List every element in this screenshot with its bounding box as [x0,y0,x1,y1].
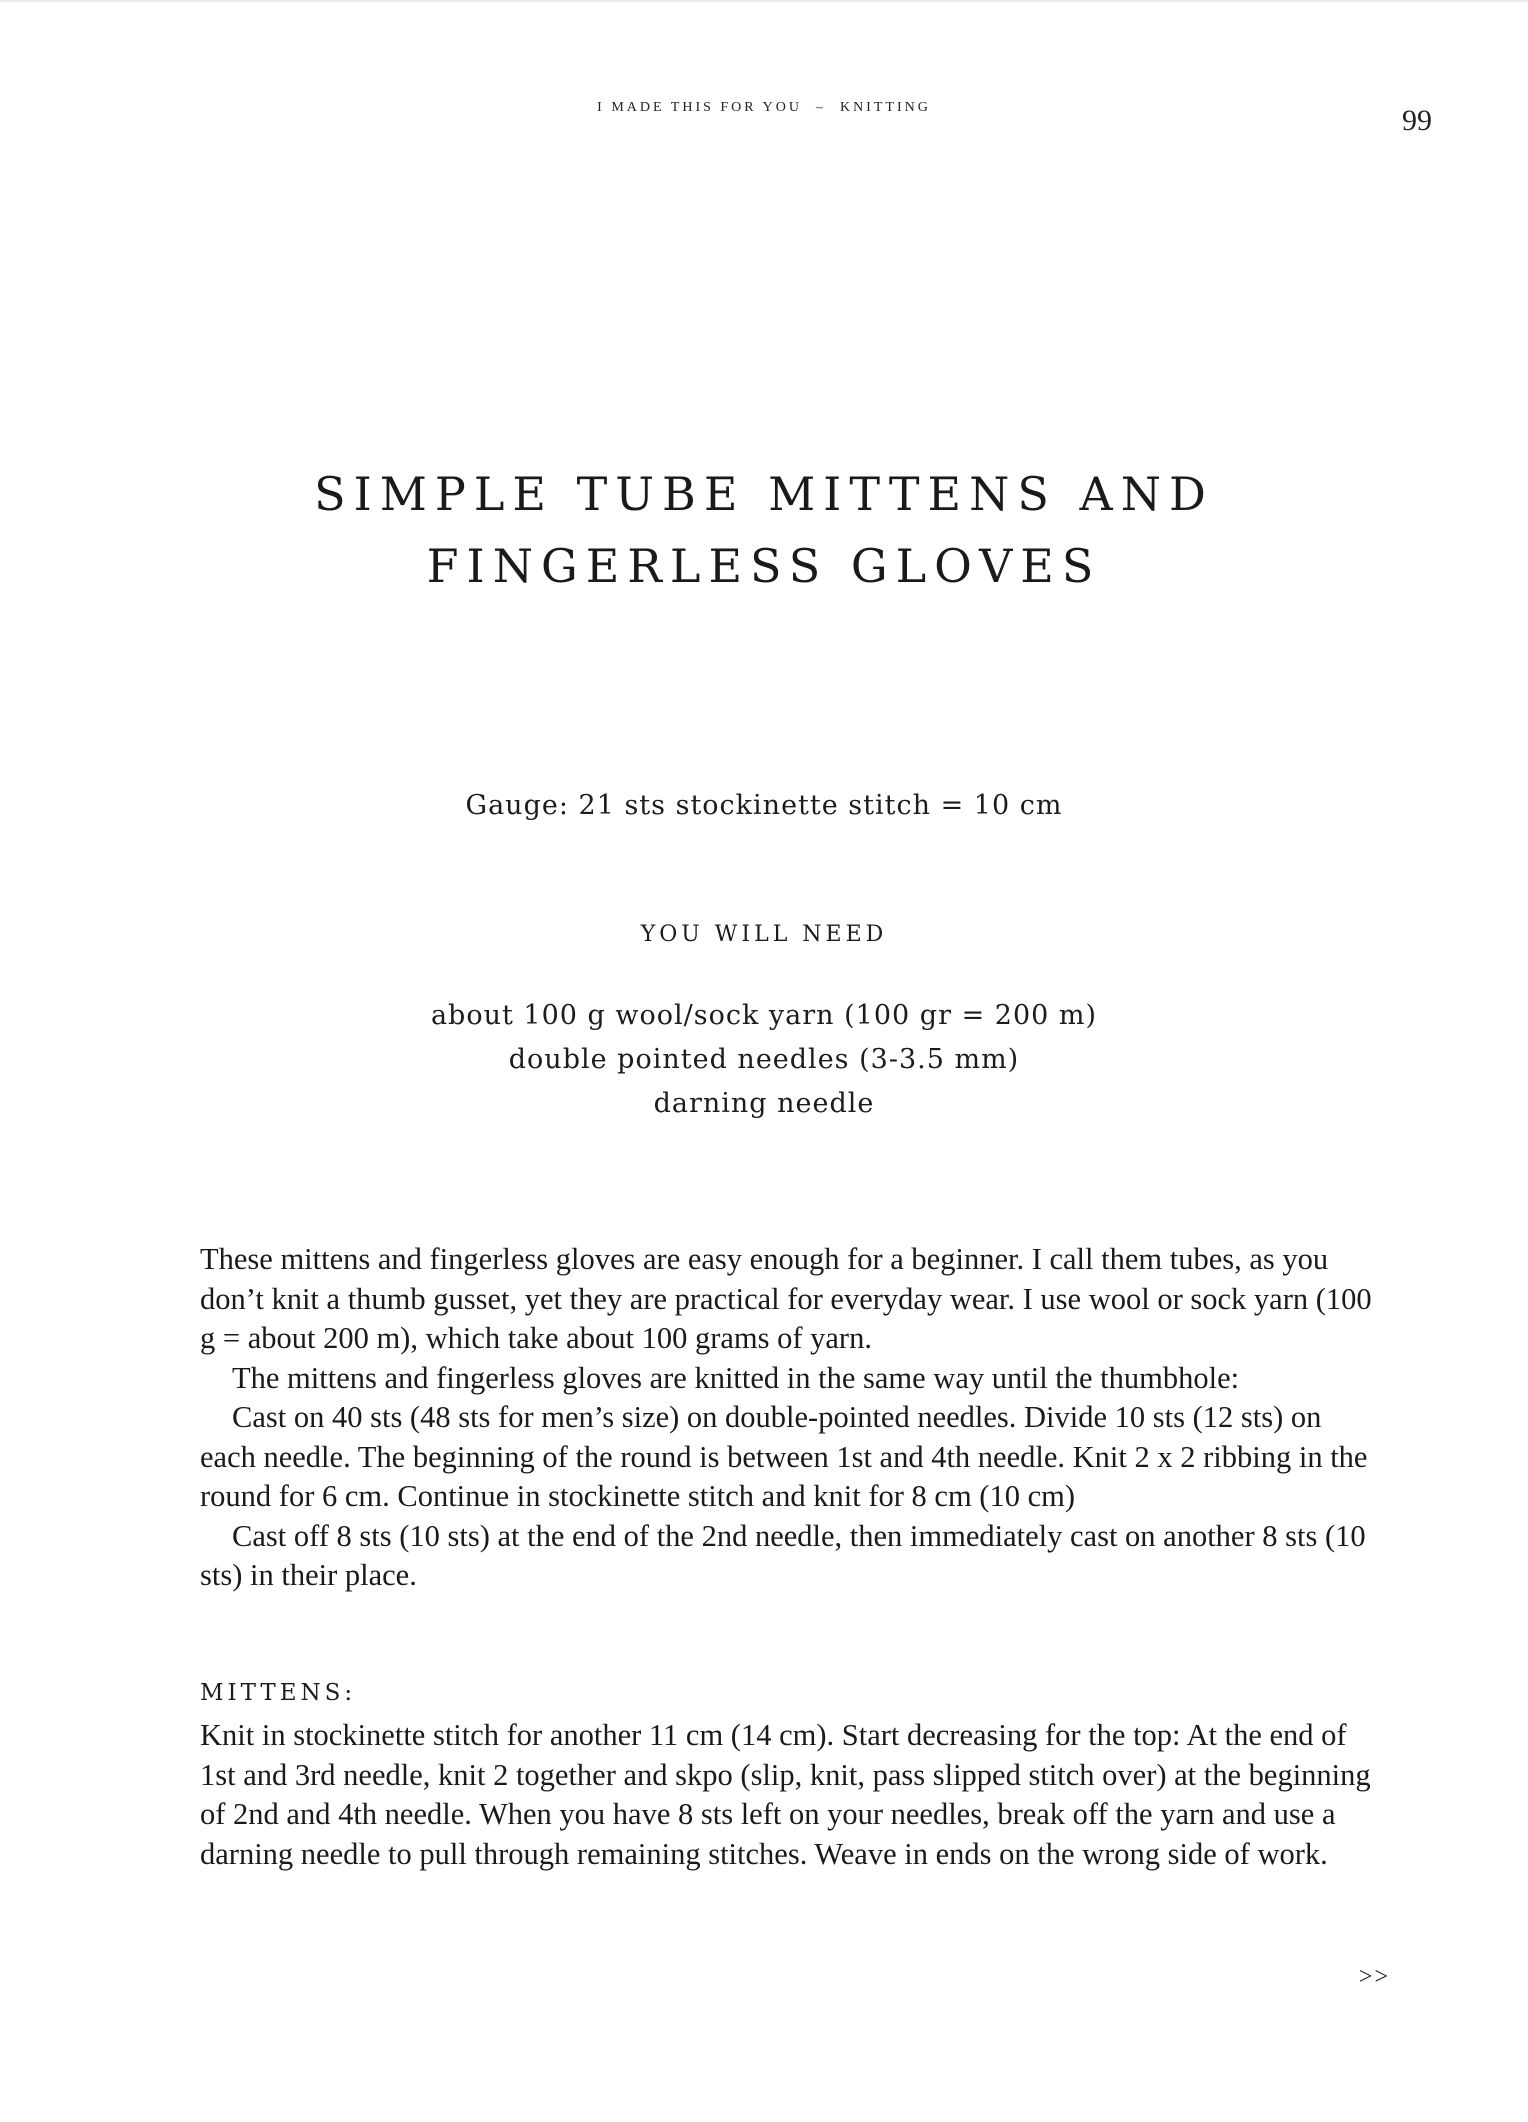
mittens-paragraph: Knit in stockinette stitch for another 11 cm (14 cm). Start decreasing for the top: At the end of 1st and 3rd needle, knit 2 together and skpo (slip, knit, pass slipped stitch over) at the beginning of 2nd and 4th needle. When you have 8 sts left on your needles, break off the yarn and use a darning needle to pull through remaining stitches. Weave in ends on the wrong side of work. [200,1718,1371,1871]
page-number: 99 [1402,104,1432,137]
section-name: KNITTING [839,100,931,115]
title-line-1: SIMPLE TUBE MITTENS AND [314,467,1214,521]
intro-paragraph: Cast off 8 sts (10 sts) at the end of the 2nd needle, then immediately cast on another 8 sts (10 sts) in their place. [200,1518,1366,1592]
materials-list [0,994,1528,1126]
book-title: I MADE THIS FOR YOU [597,100,802,115]
title-line-2: FINGERLESS GLOVES [426,539,1102,593]
mittens-heading: MITTENS: [200,1680,357,1706]
continue-mark: >> [1358,1964,1390,1990]
top-rule [0,0,1528,2]
intro-paragraph: Cast on 40 sts (48 sts for men’s size) on double-pointed needles. Divide 10 sts (12 sts) on each needle. The beginning of the round is between 1st and 4th needle. Knit 2 x 2 ribbing in the round for 6 cm. Continue in stockinette stitch and knit for 8 cm (10 cm) [200,1400,1368,1513]
material-item: double pointed needles (3-3.5 mm) [508,1044,1020,1075]
you-will-need-heading: YOU WILL NEED [640,922,888,947]
header-separator: – [815,100,826,115]
intro-paragraph: These mittens and fingerless gloves are easy enough for a beginner. I call them tubes, as you don’t knit a thumb gusset, yet they are practical for everyday wear. I use wool or sock yarn (100 g = about 200 m), which take about 100 grams of yarn. [200,1242,1372,1355]
mittens-text [200,1716,1380,1874]
page-title [0,458,1528,602]
material-item: about 100 g wool/sock yarn (100 gr = 200 m) [430,1000,1098,1031]
intro-text [200,1240,1380,1596]
running-head [0,100,1528,116]
material-item: darning needle [653,1088,875,1119]
intro-paragraph: The mittens and fingerless gloves are knitted in the same way until the thumbhole: [232,1360,1240,1395]
gauge-line: Gauge: 21 sts stockinette stitch = 10 cm [465,790,1063,821]
